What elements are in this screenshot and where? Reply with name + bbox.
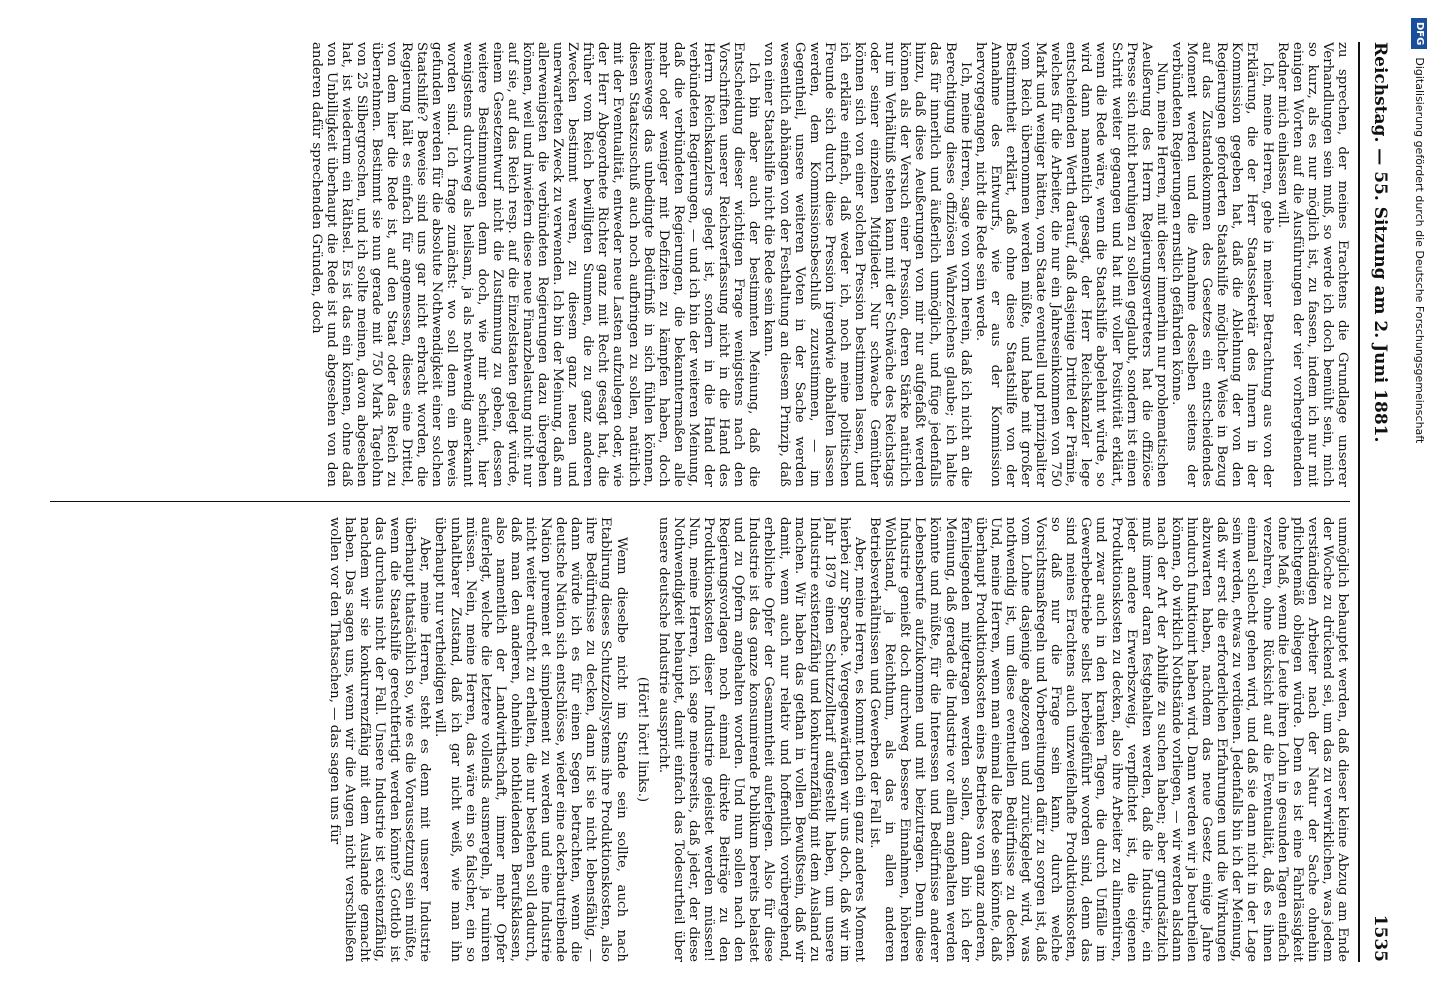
paragraph: Aber, meine Herren, steht es denn mit unserer Industrie überhaupt thatsächlich so, wie es die Voraussetzung sein müßte, wenn die Staatshilfe gerechtfertigt werden könnte? Gottlob ist das durchaus nicht der Fall. Unsere Industrie ist existenzfähig, nachdem wir sie konkurrenzfähig mit dem Auslande gemacht haben. Das sagen uns, wenn wir die Augen nicht verschließen wollen vor den Thatsachen, — das sagen uns für [326,517,433,962]
column-divider [50,501,1350,502]
paragraph: Wenn dieselbe nicht im Stande sein sollte, auch nach Etablirung dieses Schutzzollsystems ihre Produktionskosten, also ihre Bedürfnisse zu decken, dann ist sie nicht lebensfähig, — dann würde ich es für einen Segen betrachten, wenn die deutsche Nation sich entschlösse, wieder eine ackerbautreibende Nation purement et simplement zu werden und eine Industrie nicht weiter aufrecht zu erhalten, die nur bestehen soll dadurch, daß man den anderen, ohnehin nothleidenden Berufsklassen, also namentlich der Landwirthschaft, immer mehr Opfer auferlegt, welche die letztere vollends ausmergeln, ja ruiniren müssen. Nein, meine Herren, das wäre ein so falscher, ein so unhaltbarer Zustand, daß ich gar nicht weiß, wie man ihn überhaupt nur vertheidigen will. [432,517,629,962]
paragraph: Nun, meine Herren, mit dieser immerhin nur problematischen Aeußerung des Herrn Regierungsvertreters hat die offiziöse Presse sich nicht beruhigen zu sollen geglaubt, sondern ist einen Schritt weiter gegangen und hat mit voller Positivität erklärt, wenn die Rede wäre, wenn die Staatshilfe abgelehnt würde, so wird dann namentlich gesagt, der Herr Reichskanzler lege entscheidenden Werth darauf, daß dasjenige Drittel der Prämie, welches für die Arbeiter, die nur ein Jahreseinkommen von 750 Mark und weniger hätten, vom Staate eventuell und prinzipaliter vom Reich übernommen werden müßte, und habe mit großer Bestimmtheit erklärt, daß ohne diese Staatshilfe von der Annahme des Entwurfs, wie er aus der Kommission hervorgegangen, nicht die Rede sein werde. [972,42,1169,487]
interjection: (Hört! hört! links.) [634,676,650,803]
paragraph: Ich, meine Herren, gehe in meiner Betrachtung aus von der Erklärung, die der Herr Staatssekretär des Innern in der Kommission gegeben hat, daß die Ablehnung der von den Regierungen geforderten Staatshilfe möglicher Weise in Bezug auf das Zustandekommen des Gesetzes ein entscheidendes Moment werden und die Annahme desselben seitens der verbündeten Regierungen ernstlich gefährden könne. [1168,42,1275,487]
paragraph: zu sprechen, der meines Erachtens die Grundlage unserer Verhandlungen sein muß, so werde ich doch bemüht sein, mich so kurz, als es nur möglich ist, zu fassen, indem ich nur mit einigen Worten auf die Ausführungen der vier vorhergehenden Redner mich einlassen will. [1274,42,1350,487]
attribution-text: Digitalisierung gefördert durch die Deutsche Forschungsgemeinschaft [1413,57,1426,444]
dfg-logo-icon: DFG [1411,18,1427,49]
header-divider [1358,42,1360,962]
left-column [50,42,1350,487]
attribution-text-block [1408,18,1430,1000]
paragraph: unmöglich behauptet werden, daß dieser kleine Abzug am Ende der Woche zu drückend sei, um das zu verwirklichen, was jedem verständigen Arbeiter nach der Natur der Sache ohnehin pflichtgemäß obliegen würde. Denn es ist eine Fahrlässigkeit ohne Maß, wenn die Leute ihren Lohn in gesunden Tagen einfach verzehren, ohne Rücksicht auf die Eventualität, daß es ihnen einmal schlecht gehen wird, und daß sie dann nicht in der Lage sein werden, etwas zu verdienen. Jedenfalls bin ich der Meinung, daß wir erst die erforderlichen Erfahrungen und die Wirkungen abzuwarten haben, nachdem das neue Gesetz einige Jahre hindurch funktionirt haben wird. Dann werden wir ja beurtheilen können, ob wirklich Nothstände vorliegen, — wir werden alsdann nach der Art der Abhilfe zu suchen haben; aber grundsätzlich muß immer daran festgehalten werden, daß die Industrie, ein jeder andere Erwerbszweig, verpflichtet ist, die eigenen Produktionskosten zu decken, also ihre Arbeiter zu alimentiren, und zwar auch in den kranken Tagen, die durch Unfälle im Gewerbebetriebe selbst herbeigeführt worden sind, denn das sind meines Erachtens auch unzweifelhafte Produktionskosten, so daß nur die Frage sein kann, durch welche Vorsichtsmaßregeln und Vorbereitungen dafür zu sorgen ist, daß vom Lohne dasjenige abgezogen und zurückgelegt wird, was nothwendig ist, um diese eventuellen Bedürfnisse zu decken. Und, meine Herren, wenn man einmal die Rede sein könnte, daß überhaupt Produktionskosten eines Betriebes von ganz anderen, fernliegenden mitgetragen werden sollen, dann bin ich der Meinung, daß gerade die Industrie vor allem angehalten werden könnte und müßte, für die Interessen und Bedürfnisse anderer Lebensberufe aufzukommen und mit beizutragen. Denn diese Industrie genießt doch durchweg bessere Einnahmen, höheren Wohlstand, ja Reichthum, als das in allen anderen Betriebsverhältnissen und Gewerben der Fall ist. [867,517,1350,962]
paragraph: Ich, meine Herren, sage von vorn herein, daß ich nicht an die Berechtigung dieses offiziösen Wahrzeichens glaube; ich halte das für innerlich und äußerlich unmöglich, und füge jedenfalls hinzu, daß diese Aeußerungen von mir nur aufgefaßt werden können als der Versuch einer Pression, deren Stärke natürlich nur im Verhältniß stehen kann mit der Schwäche des Reichstags oder seiner einzelnen Mitglieder. Nur schwache Gemüther können sich von einer solchen Pression bestimmen lassen, und ich erkläre einfach, daß weder ich, noch meine politischen Freunde sich durch diese Pression irgendwie abhalten lassen werden, dem Kommissionsbeschluß zuzustimmen, — im Gegentheil, unsere weiteren Voten in der Sache werden wesentlich abhängen von der Festhaltung an diesem Prinzip, daß von einer Staatshilfe nicht die Rede sein kann. [761,42,973,487]
attribution-sidebar [1408,0,1432,1000]
scanned-page [20,12,1400,992]
page-number: 1535 [1370,914,1390,962]
running-title: Reichstag. — 55. Sitzung am 2. Juni 1881. [1370,42,1390,443]
paragraph: Aber, meine Herren, es kommt noch ein ganz anderes Moment hierbei zur Sprache. Vergegenwärtigen wir uns doch, daß wir im Jahr 1879 einen Schutzzolltarif aufgestellt haben, um unsere Industrie existenzfähig und konkurrenzfähig mit dem Ausland zu machen. Wir haben das gethan in vollen Bewußtsein, daß wir damit, wenn auch nur relativ und hoffentlich vorübergehend, erhebliche Opfer der Gesammtheit auferlegen. Also für diese Industrie ist das ganze konsumirende Publikum bereits belastet und zu Opfern angehalten worden. Und nun sollen nach den Regierungsvorlagen noch einmal direkte Beiträge zu den Produktionskosten dieser Industrie geleistet werden müssen! Nun, meine Herren, ich sage meinerseits, daß jeder, der diese Nothwendigkeit behauptet, damit einfach das Todesurtheil über unsere deutsche Industrie ausspricht. [655,517,867,962]
paragraph: Ich bin aber auch der bestimmten Meinung, daß die Entscheidung dieser wichtigen Frage wenigstens nach den Vorschriften unserer Reichsverfassung nicht in die Hand des Herrn Reichskanzlers gelegt ist, sondern in die Hand der verbündeten Regierungen, — und ich bin der weiteren Meinung, daß die verbündeten Regierungen, die bekanntermaßen alle mehr oder weniger mit Defiziten zu kämpfen haben, doch keineswegs das unbedingte Bedürfniß in sich fühlen können, diesen Staatszuschuß auch noch aufbringen zu sollen, natürlich mit der Eventualität, entweder neue Lasten aufzulegen oder, wie der Herr Abgeordnete Richter ganz mit Recht gesagt hat, die früher vom Reich bewilligten Summen, die zu ganz anderen Zwecken bestimmt waren, zu diesem ganz neuen und unerwarteten Zweck zu verwenden. Ich bin der Meinung, daß am allerwenigsten die verbündeten Regierungen dazu übergehen können, weil und inwiefern diese neue Finanzbelastung nicht nur auf sie, auf das Reich resp. auf die Einzelstaaten gelegt würde, einem Gesetzentwurf nicht die Zustimmung zu geben, dessen weitere Bestimmungen denn doch, wie mir scheint, hier wenigstens durchweg als heilsam, ja als nothwendig anerkannt worden sind. Ich frage zunächst: wo soll denn ein Beweis gefunden werden für die absolute Nothwendigkeit einer solchen Staatshilfe? Beweise sind uns gar nicht erbracht worden, die Regierung hält es einfach für angemessen, dieses eine Drittel, von dem hier die Rede ist, auf den Staat oder das Reich zu übernehmen. Bestimmt sie nun gerade mit 750 Mark Tagelohn von 25 Silbergroschen, und ich sollte meinen, davon abgesehen hat, ist wiederum ein Räthsel. Es ist das ein können, ohne daß von Unbilligkeit überhaupt die Rede ist und abgesehen von den anderen dafür sprechenden Gründen, doch [308,42,762,487]
page-header [1364,42,1390,962]
right-column [50,517,1350,962]
